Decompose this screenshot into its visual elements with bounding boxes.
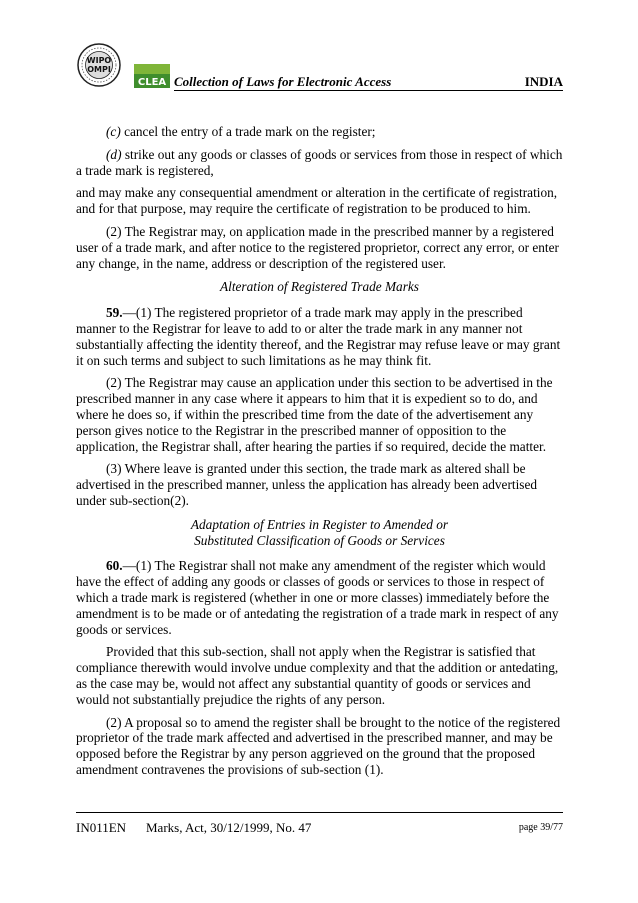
footer-code: IN011EN [76,820,127,835]
section-59-number: 59. [106,305,123,321]
footer-page-number: page 39/77 [518,822,563,833]
section-60-heading-line2: Substituted Classification of Goods or Services [194,532,445,548]
clause-c-text: cancel the entry of a trade mark on the register; [120,124,376,139]
clause-c-label: (c) [106,124,121,139]
header-title: Collection of Laws for Electronic Access [174,74,392,89]
section-60-number: 60. [106,558,123,574]
svg-text:CLEA: CLEA [137,77,167,88]
section-60-heading [76,517,563,549]
section-60-1-text: —(1) The Registrar shall not make any amendment of the register which would have the effect of adding any goods or classes of goods or services to those in respect of which a trade mark is registered (whether in one or more classes) immediately before the amendment is to be made or of antedating the registration of a trade mark in respect of any goods or services. [76,558,559,637]
clause-d-text: strike out any goods or classes of goods or services from those in respect of which a trade mark is registered, [76,146,563,178]
wipo-logo [76,42,122,88]
clause-c [76,124,563,140]
section-60-heading-line1: Adaptation of Entries in Register to Amended or [190,516,449,532]
clea-logo [134,64,170,88]
svg-text:OMPI: OMPI [87,65,111,74]
footer-act: Marks, Act, 30/12/1999, No. 47 [146,820,312,835]
section-59-1-text: —(1) The registered proprietor of a trade mark may apply in the prescribed manner to the Registrar for leave to add to or alter the trade mark in any manner not substantially affecting the identity thereof, and the Registrar may refuse leave or may grant it on such terms and subject to such limitations as he may think fit. [76,305,561,368]
section-59-heading: Alteration of Registered Trade Marks [220,279,419,295]
section-59-2: (2) The Registrar may cause an application under this section to be advertised in the prescribed manner in any case where it appears to him that it is expedient so to do, and where he does so, if within the prescribed time from the date of the advertisement any person gives notice to the Registrar in the prescribed manner of opposition to the application, the Registrar shall, after hearing the parties if so required, decide the matter. [76,375,553,454]
clause-d-label: (d) [106,146,122,162]
section-60-2: (2) A proposal so to amend the register shall be brought to the notice of the registered proprietor of the trade mark affected and advertised in the prescribed manner, and may be opposed before the Registrar by any person aggrieved on the ground that the proposed amendment contravenes the provisions of sub-section (1). [76,714,561,777]
section-59-1 [76,305,563,368]
registrar-subsection-2: (2) The Registrar may, on application made in the prescribed manner by a registered user of a trade mark, and after notice to the registered proprietor, correct any error, or enter any change, in the name, address or description of the registered user. [76,223,559,271]
section-59-3: (3) Where leave is granted under this section, the trade mark as altered shall be advertised in the prescribed manner, unless the application has already been advertised under sub-section(2). [76,461,537,508]
section-60-proviso: Provided that this sub-section, shall not apply when the Registrar is satisfied that compliance therewith would involve undue complexity and that the addition or antedating, as the case may be, would not affect any substantial quantity of goods or services and would not substantially prejudice the rights of any person. [76,644,559,707]
document-body [76,124,563,785]
header-divider [174,90,563,91]
section-60-1 [76,558,563,637]
header-country: INDIA [524,74,563,89]
page-header [76,42,563,90]
consequential-paragraph: and may make any consequential amendment or alteration in the certificate of registration, and for that purpose, may require the certificate of registration to be produced to him. [76,185,558,217]
clause-d [76,147,563,179]
svg-text:WIPO: WIPO [86,56,112,65]
page-footer [76,812,563,833]
